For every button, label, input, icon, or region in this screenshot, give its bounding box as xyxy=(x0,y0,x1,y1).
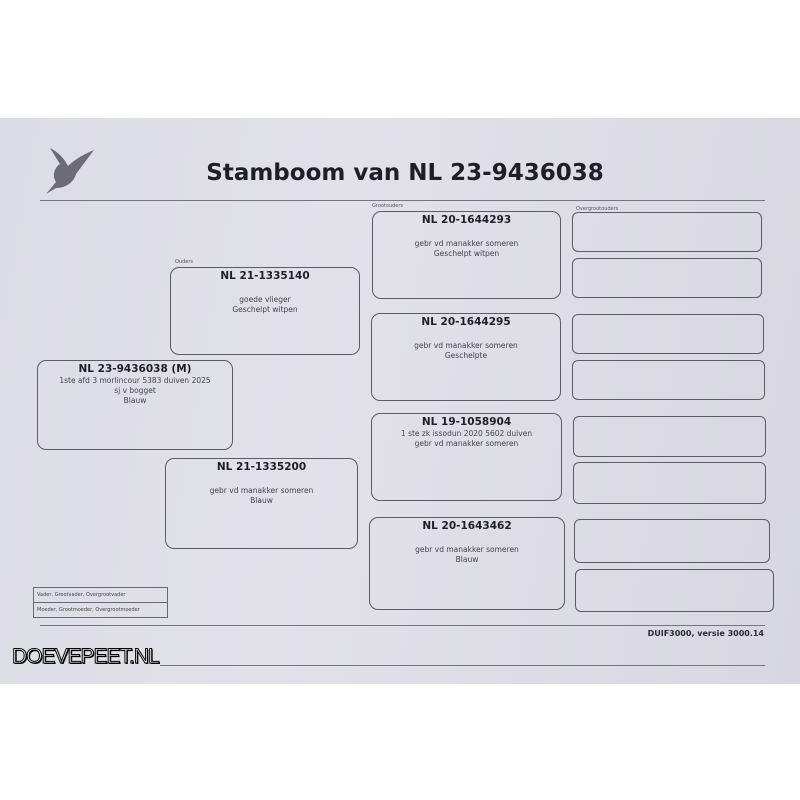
mother-card xyxy=(165,458,358,549)
great-grandparent-card xyxy=(575,569,774,612)
great-grandparent-card xyxy=(572,212,762,252)
info-line: Blauw xyxy=(455,555,479,564)
legend-female: Moeder, Grootmoeder, Overgrootmoeder xyxy=(34,602,167,617)
grandparent-card xyxy=(371,413,562,501)
watermark: DOEVEPEET.NL xyxy=(12,645,159,668)
ring-number: NL 23-9436038 (M) xyxy=(78,363,192,375)
info-line: Blauw xyxy=(250,496,273,505)
parents-label: Ouders xyxy=(175,259,194,265)
great-grandparent-card xyxy=(573,462,766,504)
great-grandparent-card xyxy=(572,360,765,400)
ring-number: NL 20-1643462 xyxy=(422,520,512,532)
grandparent-card xyxy=(369,517,565,610)
great-grandparent-card xyxy=(574,519,770,563)
ring-number: NL 20-1644295 xyxy=(421,316,511,328)
info-line: Blauw xyxy=(123,396,147,405)
great-grandparents-label: Overgrootouders xyxy=(576,206,619,212)
ring-number: NL 20-1644293 xyxy=(421,214,512,226)
info-line: Geschelpt witpen xyxy=(232,305,298,314)
ring-number: NL 21-1335140 xyxy=(220,270,310,282)
info-line: goede vlieger xyxy=(239,295,291,304)
ring-number: NL 19-1058904 xyxy=(421,416,512,428)
grandparents-label: Grootouders xyxy=(372,203,404,209)
header-divider xyxy=(40,200,765,201)
info-line: Geschelpt witpen xyxy=(433,249,500,258)
footer-divider xyxy=(40,625,765,626)
grandparent-card xyxy=(372,211,561,299)
info-line: gebr vd manakker someren xyxy=(415,545,519,554)
info-line: 1ste afd 3 morlincour 5383 duiven 2025 xyxy=(59,376,211,385)
great-grandparent-card xyxy=(572,258,762,298)
info-line: gebr vd manakker someren xyxy=(414,439,519,448)
bottom-divider xyxy=(160,665,765,666)
page-title: Stamboom van NL 23-9436038 xyxy=(206,160,604,186)
father-card xyxy=(170,267,360,355)
great-grandparent-card xyxy=(573,416,766,457)
info-line: gebr vd manakker someren xyxy=(414,239,519,248)
info-line: Geschelpte xyxy=(444,351,488,360)
info-line: sj v bogget xyxy=(114,386,156,395)
info-line: 1 ste zk issodun 2020 5602 duiven xyxy=(400,429,533,438)
subject-pigeon-card xyxy=(37,360,233,450)
grandparent-card xyxy=(371,313,561,401)
great-grandparent-card xyxy=(572,314,764,354)
legend-male: Vader, Grootvader, Overgrootvader xyxy=(37,592,126,598)
info-line: gebr vd manakker someren xyxy=(209,486,314,495)
info-line: gebr vd manakker someren xyxy=(414,341,518,350)
software-version: DUIF3000, versie 3000.14 xyxy=(647,629,764,638)
legend xyxy=(33,587,168,618)
ring-number: NL 21-1335200 xyxy=(216,461,307,473)
